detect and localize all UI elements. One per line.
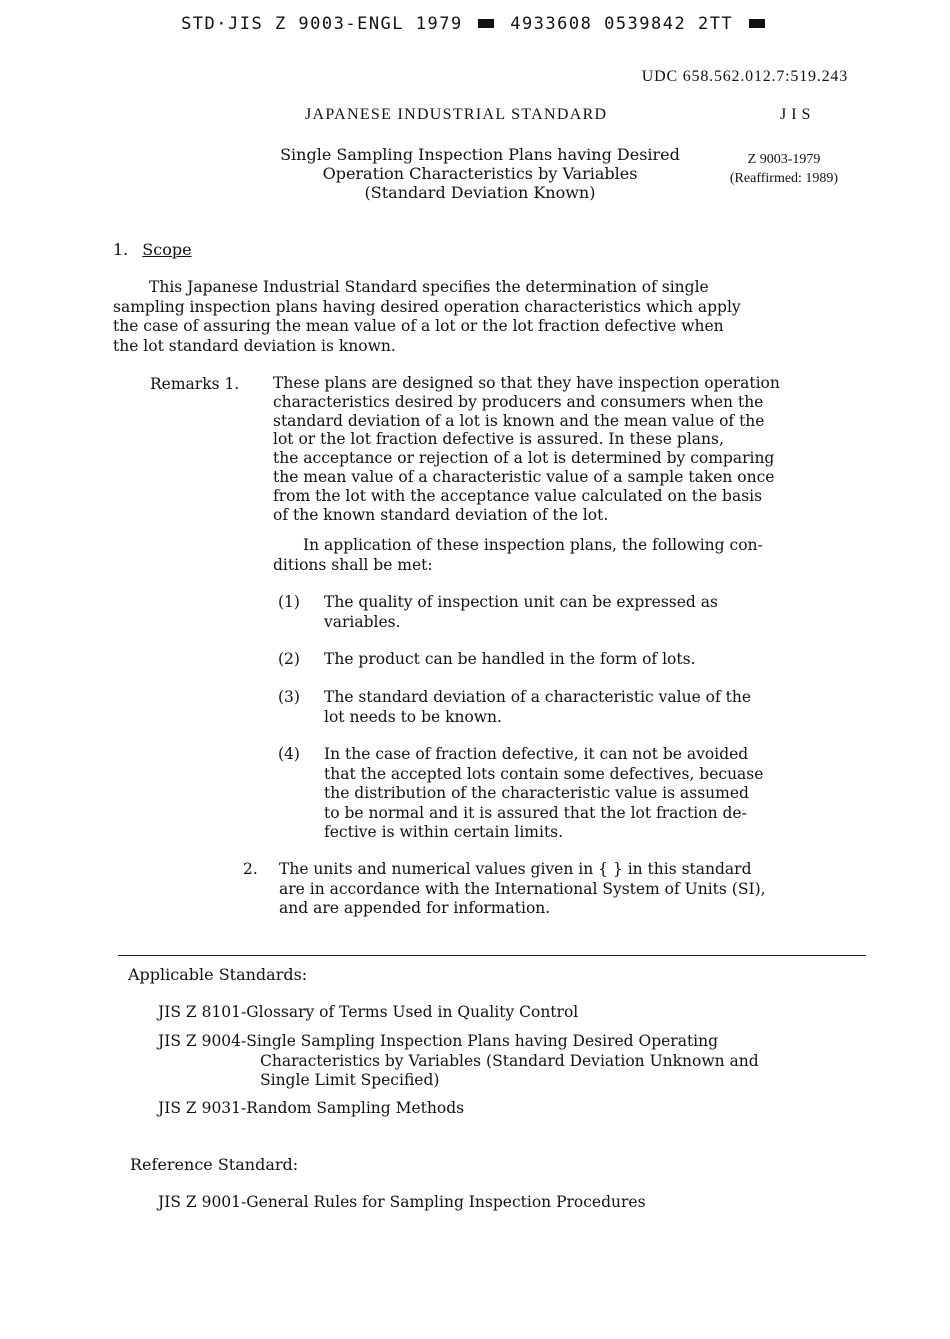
- text-line: from the lot with the acceptance value calculated on the basis: [273, 486, 763, 505]
- condition-number: (2): [278, 650, 300, 668]
- text-line: the distribution of the characteristic value is assumed: [324, 784, 749, 802]
- text-line: to be normal and it is assured that the lot fraction de-: [324, 803, 747, 822]
- standard-name: -Random Sampling Methods: [241, 1099, 465, 1117]
- remarks-label: Remarks 1.: [150, 375, 240, 393]
- text-line: The standard deviation of a characteristic value of the: [324, 688, 752, 706]
- scope-paragraph: [113, 278, 741, 356]
- text-line: In application of these inspection plans, the following con-: [303, 536, 763, 554]
- text-line: variables.: [324, 612, 401, 631]
- text-line: characteristics desired by producers and consumers when the: [273, 392, 764, 411]
- text-line: the case of assuring the mean value of a lot or the lot fraction defective when: [113, 317, 724, 335]
- condition-number: (4): [278, 745, 300, 763]
- condition-text: [324, 650, 695, 670]
- document-code-line: [0, 14, 950, 34]
- text-line: In the case of fraction defective, it can not be avoided: [324, 745, 749, 763]
- text-line: sampling inspection plans having desired operation characteristics which apply: [113, 297, 741, 316]
- standard-entry: [158, 1003, 578, 1023]
- condition-number: (1): [278, 593, 300, 611]
- standard-abbreviation: JIS: [780, 106, 816, 123]
- remark-1-continuation: [273, 536, 763, 575]
- text-line: fective is within certain limits.: [324, 823, 564, 841]
- text-line: of the known standard deviation of the lot.: [273, 505, 609, 524]
- section-title: Scope: [142, 240, 192, 259]
- text-line: the acceptance or rejection of a lot is determined by comparing: [273, 449, 775, 468]
- text-line: The units and numerical values given in { } in this standard: [279, 860, 752, 878]
- standard-name-continued: Single Limit Specified): [260, 1071, 440, 1089]
- remark-2-text: [279, 860, 766, 919]
- standard-name: -Single Sampling Inspection Plans having Desired Operating: [241, 1032, 719, 1050]
- standard-name: -Glossary of Terms Used in Quality Control: [241, 1003, 579, 1021]
- standard-name-continued: Characteristics by Variables (Standard Deviation Unknown and: [260, 1051, 759, 1070]
- code-text-a: STD·JIS Z 9003-ENGL 1979: [181, 14, 463, 34]
- code-text-b: 4933608 0539842 2TT: [510, 14, 734, 34]
- standard-code: JIS Z 8101: [158, 1003, 242, 1021]
- footnote-divider: [118, 955, 866, 956]
- standard-number-block: [718, 150, 850, 188]
- condition-text: [324, 593, 718, 632]
- section-heading: [113, 240, 192, 259]
- standard-body: JAPANESE INDUSTRIAL STANDARD: [305, 106, 608, 123]
- section-number: 1.: [113, 240, 129, 259]
- text-line: that the accepted lots contain some defectives, becuase: [324, 764, 764, 783]
- text-line: standard deviation of a lot is known and the mean value of the: [273, 411, 765, 430]
- standard-name: -General Rules for Sampling Inspection Procedures: [241, 1193, 646, 1211]
- standard-entry: [158, 1099, 464, 1119]
- standard-code: JIS Z 9001: [158, 1193, 242, 1211]
- text-line: The quality of inspection unit can be expressed as: [324, 593, 718, 611]
- standard-code: JIS Z 9031: [158, 1099, 242, 1117]
- remark-2-number: 2.: [243, 860, 258, 878]
- condition-number: (3): [278, 688, 300, 706]
- text-line: lot needs to be known.: [324, 707, 502, 726]
- text-line: The product can be handled in the form of lots.: [324, 650, 696, 668]
- text-line: are in accordance with the International System of Units (SI),: [279, 879, 766, 898]
- title-line: Operation Characteristics by Variables: [322, 164, 638, 183]
- text-line: the lot standard deviation is known.: [113, 336, 396, 355]
- text-line: ditions shall be met:: [273, 555, 433, 574]
- remark-1-text: [273, 374, 780, 524]
- udc-number: UDC 658.562.012.7:519.243: [641, 68, 848, 85]
- barcode-block-icon: [478, 19, 494, 28]
- condition-text: [324, 688, 751, 727]
- reference-standard-label: Reference Standard:: [130, 1155, 299, 1174]
- standard-entry: [158, 1193, 646, 1213]
- standard-code: JIS Z 9004: [158, 1032, 242, 1050]
- standard-number: Z 9003-1979: [747, 152, 821, 167]
- text-line: These plans are designed so that they have inspection operation: [273, 374, 780, 392]
- document-title: [230, 145, 730, 202]
- barcode-block-icon: [749, 19, 765, 28]
- reaffirmed-date: (Reaffirmed: 1989): [729, 171, 839, 186]
- title-line: (Standard Deviation Known): [364, 183, 596, 202]
- title-line: Single Sampling Inspection Plans having Desired: [280, 145, 680, 164]
- text-line: the mean value of a characteristic value of a sample taken once: [273, 467, 775, 486]
- text-line: This Japanese Industrial Standard specifies the determination of single: [149, 278, 709, 296]
- condition-text: [324, 745, 763, 843]
- applicable-standards-label: Applicable Standards:: [128, 965, 308, 984]
- standard-entry: [158, 1032, 759, 1091]
- text-line: lot or the lot fraction defective is assured. In these plans,: [273, 430, 724, 449]
- text-line: and are appended for information.: [279, 899, 551, 917]
